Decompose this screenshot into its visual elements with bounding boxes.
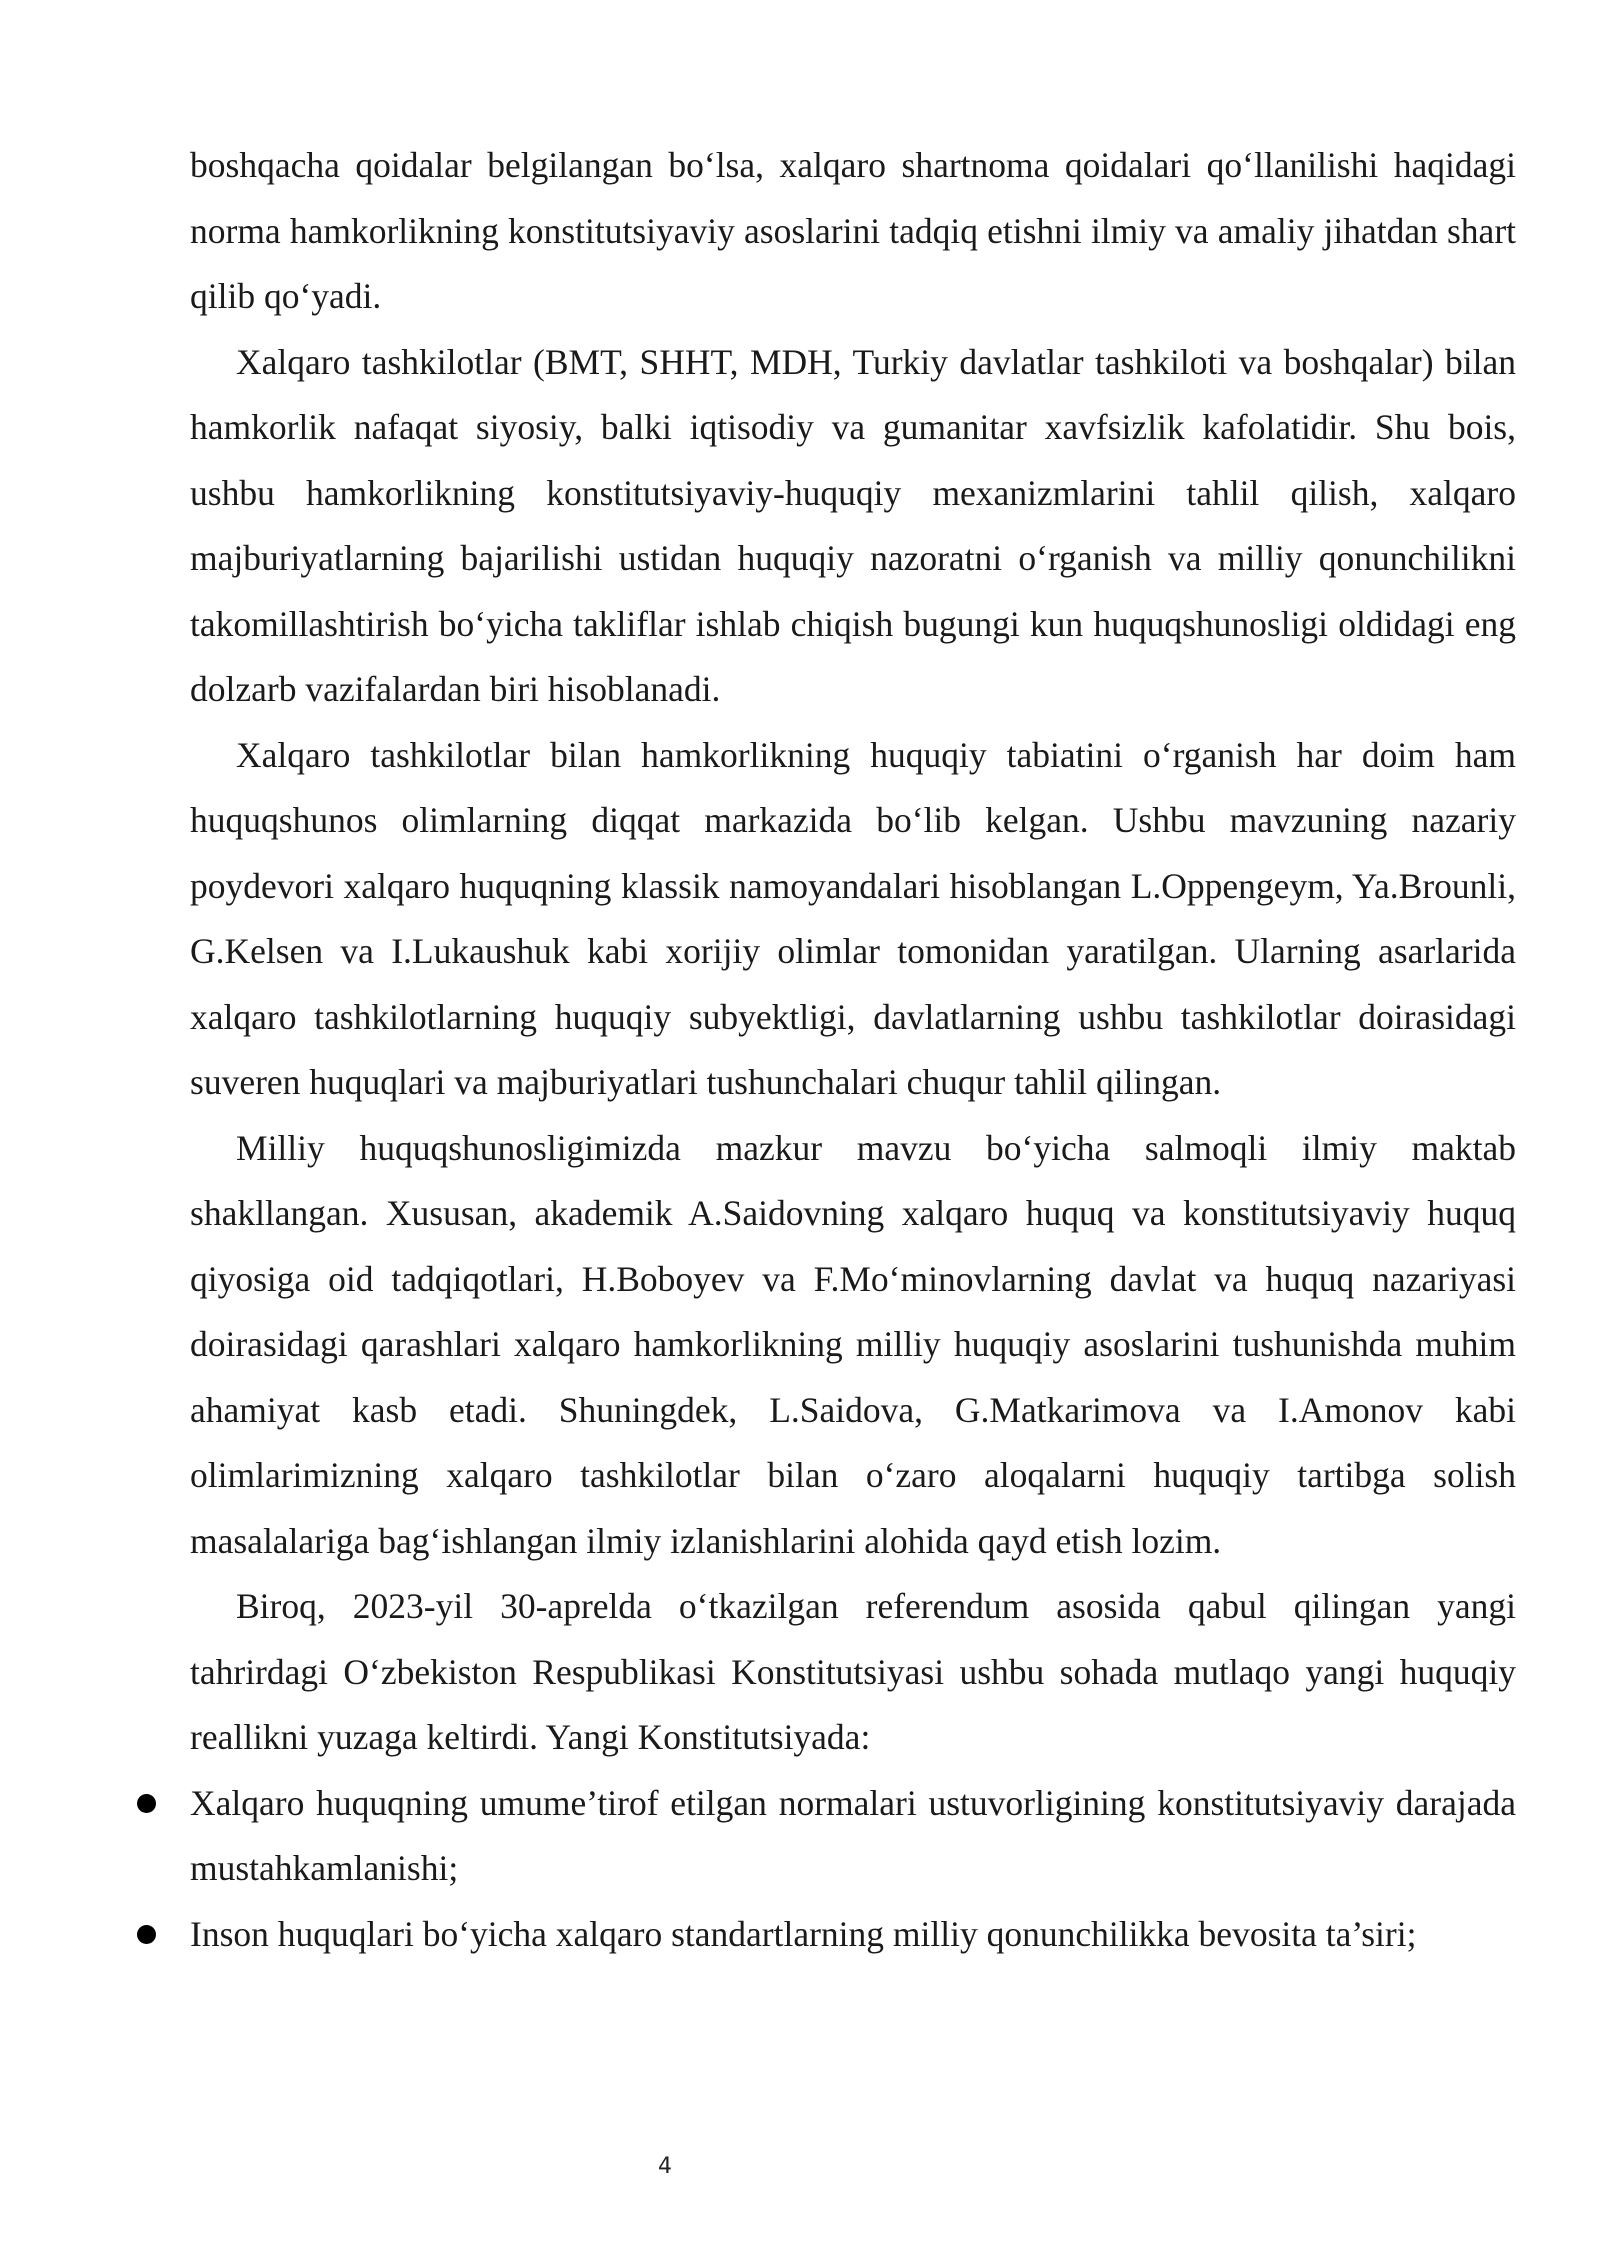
paragraph-continuation: boshqacha qoidalar belgilangan bo‘lsa, xalqaro shartnoma qoidalari qo‘llanilishi haqidagi norma hamkorlikning konstitutsiyaviy asoslarini tadqiq etishni ilmiy va amaliy jihatdan shart qilib qo‘yadi.: [190, 145, 1516, 316]
paragraph-national-scholarship: Milliy huquqshunosligimizda mazkur mavzu bo‘yicha salmoqli ilmiy maktab shakllangan. Xususan, akademik A.Saidovning xalqaro huquq va konstitutsiyaviy huquq qiyosiga oid tadqiqotlari, H.Boboyev va F.Mo‘minovlarning davlat va huquq nazariyasi doirasidagi qarashlari xalqaro hamkorlikning milliy huquqiy asoslarini tushunishda muhim ahamiyat kasb etadi. Shuningdek, L.Saidova, G.Matkarimova va I.Amonov kabi olimlarimizning xalqaro tashkilotlar bilan o‘zaro aloqalarni huquqiy tartibga solish masalalariga bag‘ishlangan ilmiy izlanishlarini alohida qayd etish lozim.: [190, 1127, 1516, 1561]
page-number: 4: [658, 2154, 672, 2179]
paragraph-new-constitution: Biroq, 2023-yil 30-aprelda o‘tkazilgan referendum asosida qabul qilingan yangi tahrirdagi O‘zbekiston Respublikasi Konstitutsiyasi ushbu sohada mutlaqo yangi huquqiy reallikni yuzaga keltirdi. Yangi Konstitutsiyada:: [190, 1586, 1516, 1757]
paragraph-international-organizations: Xalqaro tashkilotlar (BMT, SHHT, MDH, Turkiy davlatlar tashkiloti va boshqalar) bilan hamkorlik nafaqat siyosiy, balki iqtisodiy va gumanitar xavfsizlik kafolatidir. Shu bois, ushbu hamkorlikning konstitutsiyaviy-huquqiy mexanizmlarini tahlil qilish, xalqaro majburiyatlarning bajarilishi ustidan huquqiy nazoratni o‘rganish va milliy qonunchilikni takomillashtirish bo‘yicha takliflar ishlab chiqish bugungi kun huquqshunosligi oldidagi eng dolzarb vazifalardan biri hisoblanadi.: [190, 341, 1516, 709]
bullet-item-text: Xalqaro huquqning umume’tirof etilgan normalari ustuvorligining konstitutsiyaviy darajada mustahkamlanishi;: [190, 1782, 1516, 1888]
bullet-list: [190, 1771, 1516, 1968]
paragraph-legal-nature: Xalqaro tashkilotlar bilan hamkorlikning huquqiy tabiatini o‘rganish har doim ham huquqshunos olimlarning diqqat markazida bo‘lib kelgan. Ushbu mavzuning nazariy poydevori xalqaro huquqning klassik namoyandalari hisoblangan L.Oppengeym, Ya.Brounli, G.Kelsen va I.Lukaushuk kabi xorijiy olimlar tomonidan yaratilgan. Ularning asarlarida xalqaro tashkilotlarning huquqiy subyektligi, davlatlarning ushbu tashkilotlar doirasidagi suveren huquqlari va majburiyatlari tushunchalari chuqur tahlil qilingan.: [190, 734, 1516, 1102]
bullet-item-text: Inson huquqlari bo‘yicha xalqaro standartlarning milliy qonunchilikka bevosita ta’siri;: [190, 1913, 1417, 1954]
bullet-item: [190, 1902, 1516, 1968]
bullet-item: [190, 1771, 1516, 1902]
document-body: [190, 133, 1516, 1967]
bullet-dot-icon: [137, 1925, 156, 1944]
bullet-dot-icon: [137, 1794, 156, 1813]
